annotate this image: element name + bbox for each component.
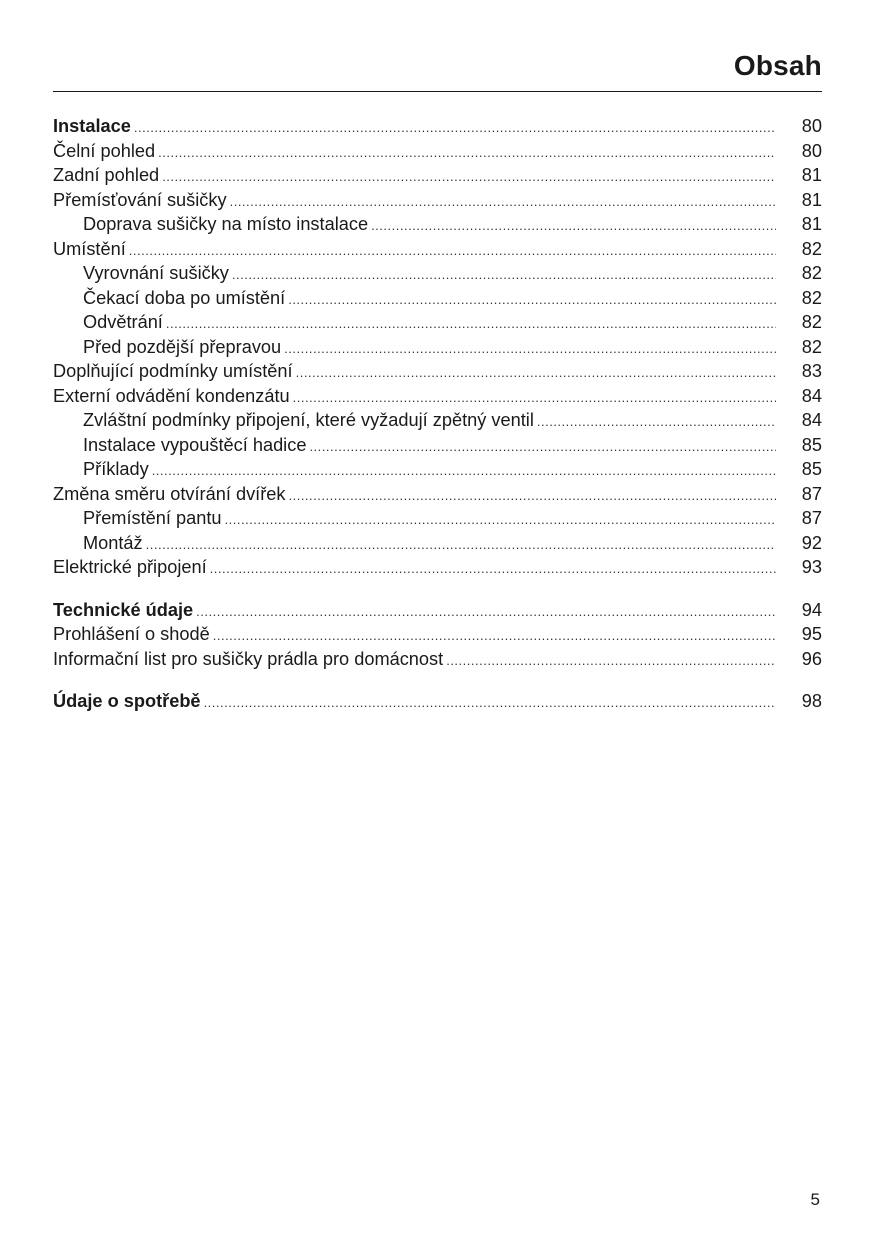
toc-entry-label: Umístění [53,238,126,259]
toc-entry-page: 94 [801,599,822,620]
toc-entry-page: 82 [801,263,822,283]
toc-leader-dots [162,165,776,190]
toc-entry-page: 85 [801,459,822,479]
toc-entry-page: 95 [801,624,822,644]
toc-entry[interactable] [53,359,822,384]
toc-leader-dots [158,141,776,166]
toc-leader-dots [446,649,776,674]
toc-entry[interactable] [53,482,822,507]
table-of-contents [53,114,822,714]
toc-entry-page: 81 [801,214,822,234]
toc-leader-dots [196,600,776,625]
toc-leader-dots [309,435,776,460]
toc-entry[interactable] [53,384,822,409]
toc-entry[interactable] [53,139,822,164]
toc-entry[interactable] [53,408,822,433]
toc-leader-dots [210,557,776,582]
toc-entry-label: Čekací doba po umístění [83,287,286,308]
toc-entry[interactable] [53,163,822,188]
toc-entry[interactable] [53,689,822,714]
toc-entry-page: 82 [801,287,822,308]
toc-entry[interactable] [53,188,822,213]
toc-entry[interactable] [53,622,822,647]
toc-entry[interactable] [53,531,822,556]
toc-entry[interactable] [53,647,822,672]
toc-entry-label: Před pozdější přepravou [83,336,282,357]
toc-leader-dots [296,361,776,386]
toc-entry-label: Montáž [83,532,143,553]
toc-entry-label: Externí odvádění kondenzátu [53,385,290,406]
toc-leader-dots [284,337,776,362]
toc-entry[interactable] [53,114,822,139]
toc-entry-page: 81 [801,189,822,210]
toc-leader-dots [232,263,776,288]
toc-entry[interactable] [53,237,822,262]
toc-leader-dots [293,386,776,411]
toc-entry-page: 83 [801,361,822,381]
toc-leader-dots [288,288,776,313]
toc-entry-page: 98 [801,691,822,711]
toc-entry-label: Instalace vypouštěcí hadice [83,434,307,455]
toc-entry-page: 87 [801,508,822,528]
toc-entry-label: Informační list pro sušičky prádla pro domácnost [53,648,444,669]
toc-leader-dots [288,484,776,509]
toc-leader-dots [152,459,776,484]
toc-entry[interactable] [53,261,822,286]
toc-entry-label: Přemístění pantu [83,508,222,528]
toc-entry-label: Elektrické připojení [53,557,207,577]
toc-entry[interactable] [53,286,822,311]
toc-entry-label: Vyrovnání sušičky [83,263,229,283]
toc-entry-page: 84 [801,385,822,406]
toc-entry-label: Odvětrání [83,312,163,332]
toc-leader-dots [371,214,776,239]
toc-entry[interactable] [53,598,822,623]
toc-entry[interactable] [53,506,822,531]
toc-leader-dots [166,312,776,337]
toc-entry-page: 93 [801,557,822,577]
toc-leader-dots [225,508,776,533]
toc-entry[interactable] [53,555,822,580]
toc-leader-dots [134,116,776,141]
toc-entry-label: Zvláštní podmínky připojení, které vyžadují zpětný ventil [83,410,534,430]
toc-entry-label: Přemísťování sušičky [53,189,227,210]
toc-entry-page: 92 [801,532,822,553]
toc-leader-dots [537,410,776,435]
toc-entry-page: 82 [801,336,822,357]
toc-leader-dots [204,691,776,716]
toc-entry-page: 82 [801,238,822,259]
toc-entry[interactable] [53,433,822,458]
toc-entry[interactable] [53,310,822,335]
page-number: 5 [810,1190,820,1209]
toc-entry-page: 82 [801,312,822,332]
title-divider [53,91,822,92]
toc-entry-page: 96 [801,648,822,669]
toc-entry-page: 85 [801,434,822,455]
toc-entry-label: Čelní pohled [53,140,156,161]
toc-entry-label: Příklady [83,459,149,479]
toc-entry-page: 80 [801,140,822,161]
toc-entry-page: 81 [801,165,822,185]
page-title: Obsah [733,50,822,81]
toc-entry-page: 84 [801,410,822,430]
toc-entry-label: Prohlášení o shodě [53,624,210,644]
toc-entry[interactable] [53,335,822,360]
toc-entry-label: Doplňující podmínky umístění [53,361,293,381]
toc-entry-page: 87 [801,483,822,504]
toc-leader-dots [129,239,776,264]
toc-entry-label: Instalace [53,116,131,136]
toc-entry[interactable] [53,457,822,482]
toc-entry-label: Technické údaje [53,599,194,620]
toc-entry-label: Změna směru otvírání dvířek [53,483,286,504]
toc-leader-dots [146,533,776,558]
toc-entry-label: Doprava sušičky na místo instalace [83,214,369,234]
toc-entry[interactable] [53,212,822,237]
toc-leader-dots [230,190,776,215]
toc-entry-page: 80 [801,116,822,136]
toc-entry-label: Zadní pohled [53,165,160,185]
toc-entry-label: Údaje o spotřebě [53,691,201,711]
toc-leader-dots [213,624,776,649]
